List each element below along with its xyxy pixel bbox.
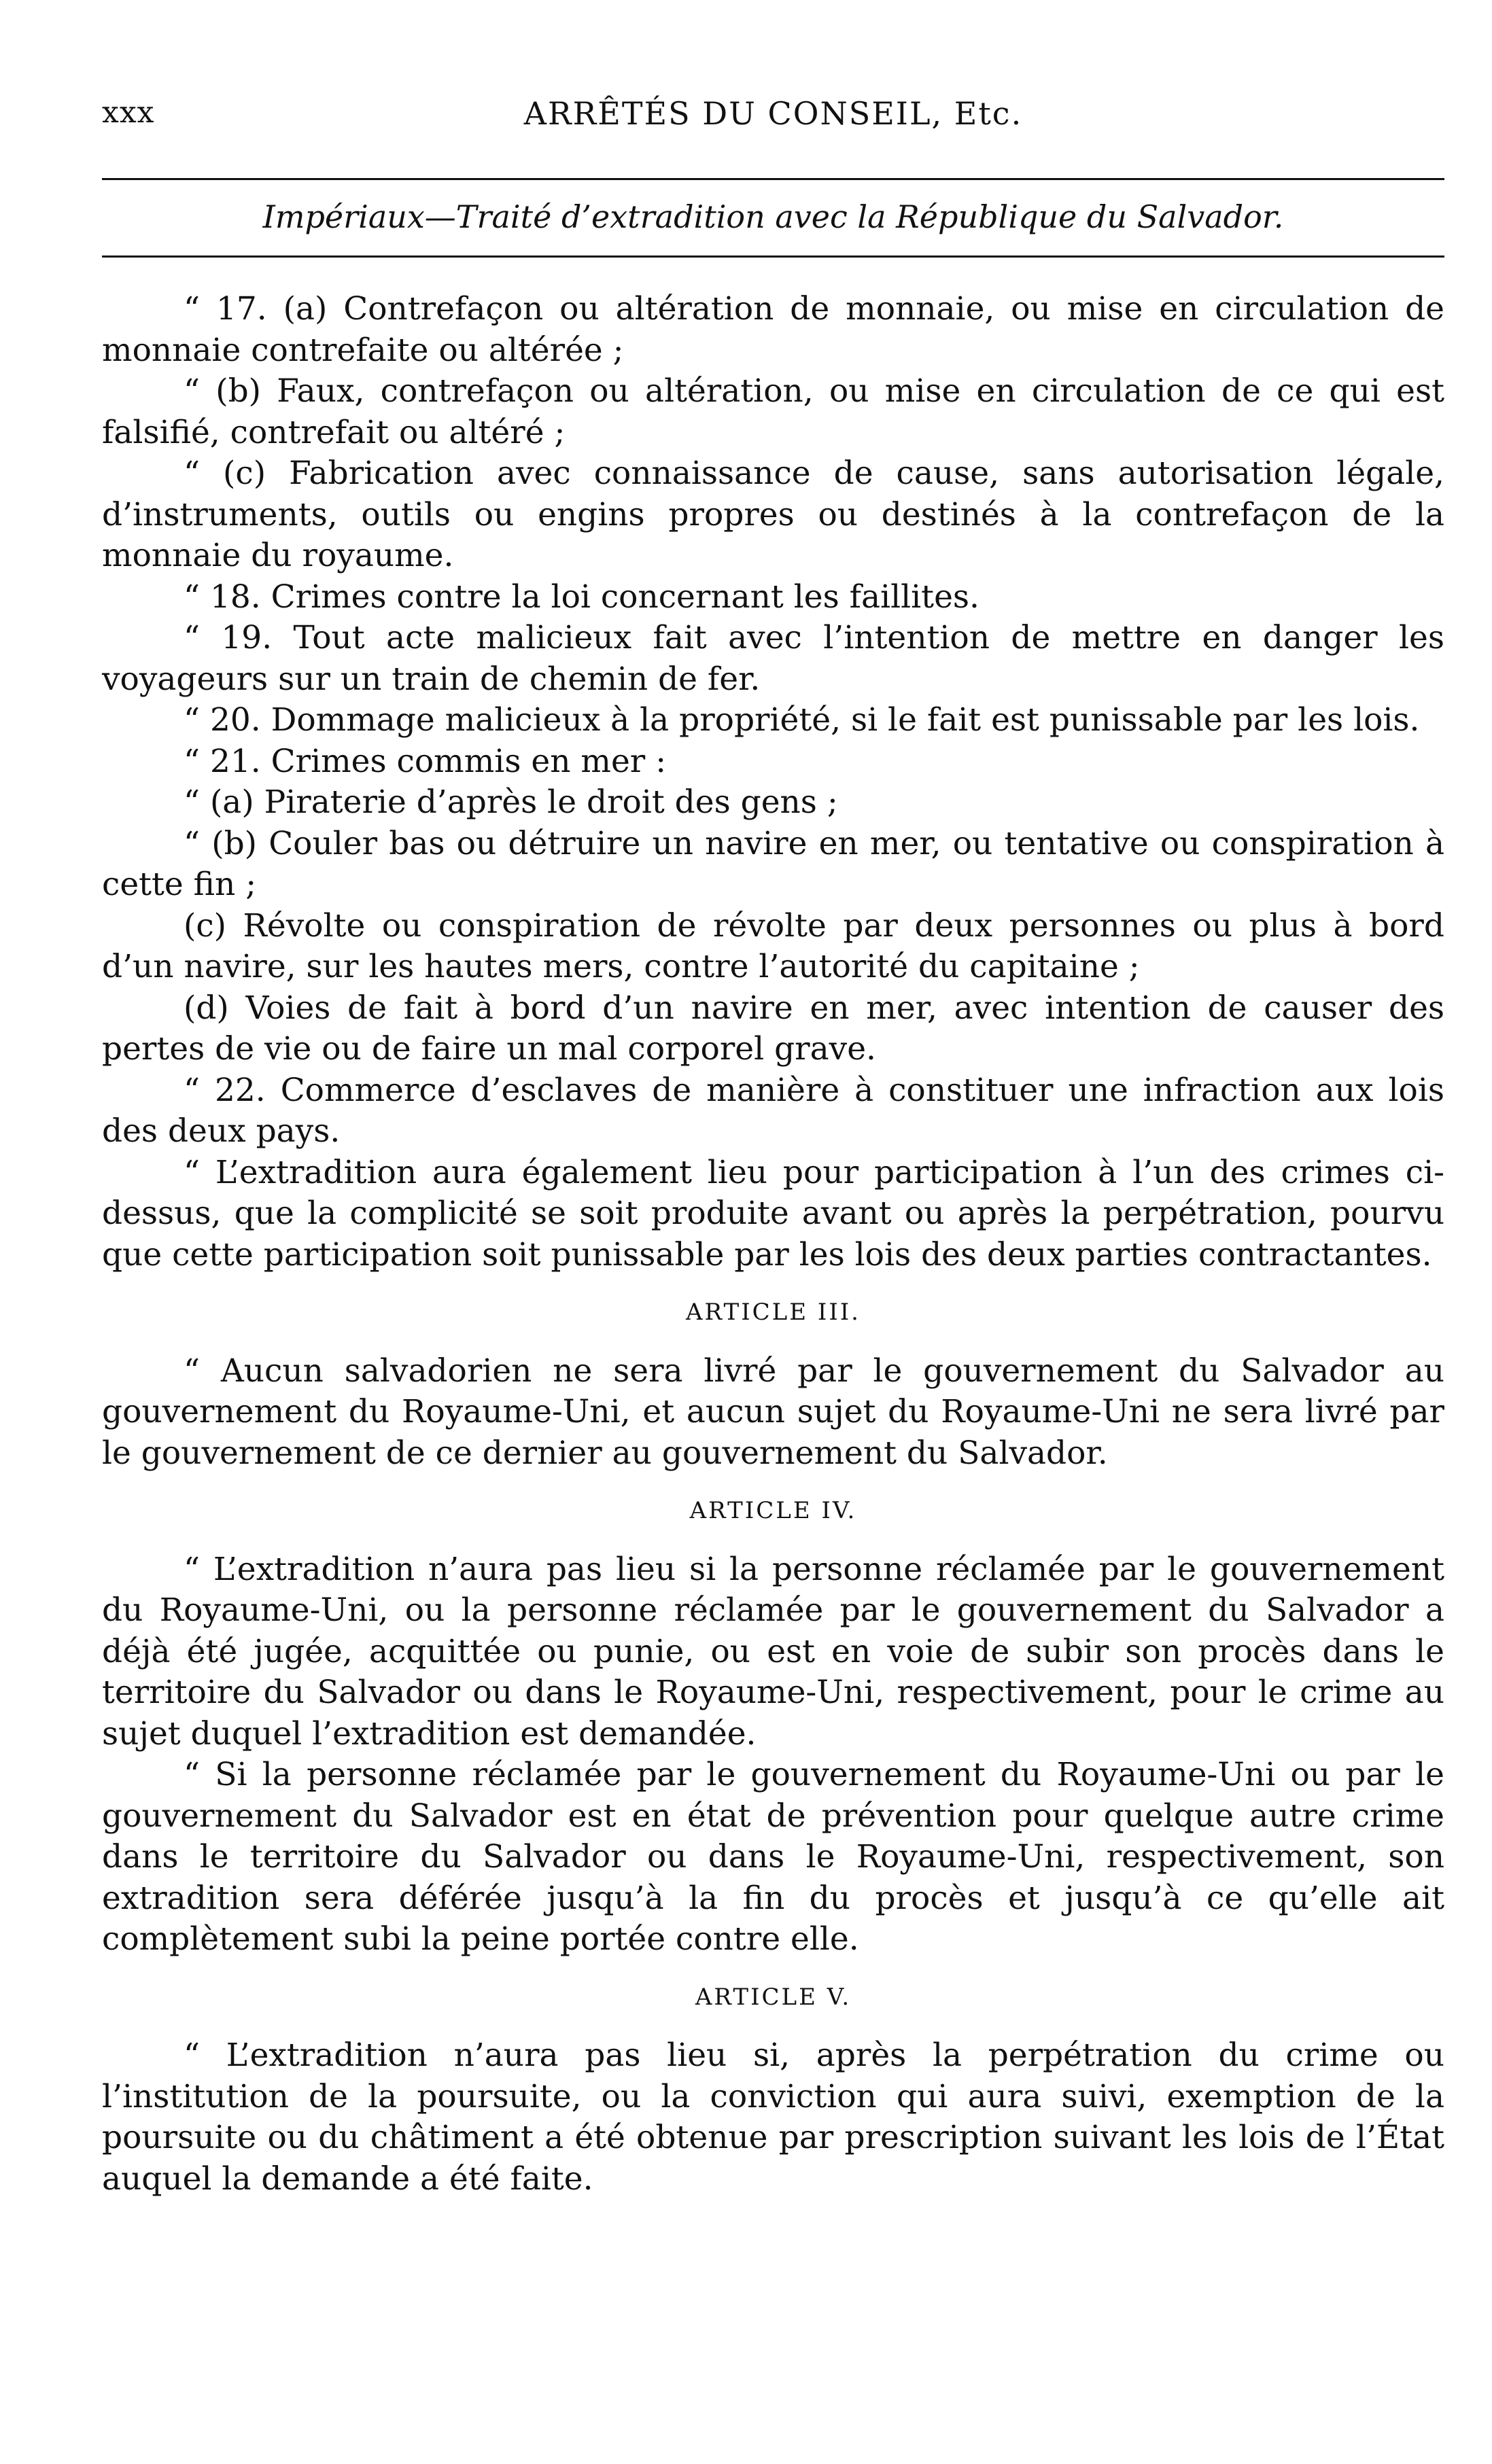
paragraph: “ 21. Crimes commis en mer :: [184, 742, 667, 780]
paragraph: (c) Révolte ou conspiration de révolte par deux personnes ou plus à bord d’un navire, sur les hautes mers, contre l’autorité du capitaine ;: [102, 907, 1444, 985]
paragraph: “ L’extradition aura également lieu pour participation à l’un des crimes ci-dessus, que la complicité se soit produite avant ou après la perpétration, pourvu que cette participation soit punissable par les lois des deux parties contractantes.: [102, 1153, 1444, 1273]
paragraph: “ 22. Commerce d’esclaves de manière à constituer une infraction aux lois des deux pays.: [102, 1071, 1444, 1150]
article-heading: ARTICLE IV.: [689, 1497, 857, 1524]
document-body: [102, 289, 1444, 2200]
paragraph: “ L’extradition n’aura pas lieu si, après la perpétration du crime ou l’institution de la poursuite, ou la conviction qui aura suivi, exemption de la poursuite ou du châtiment a été obtenue par prescription suivant les lois de l’État auquel la demande a été faite.: [102, 2037, 1444, 2198]
paragraph: “ (c) Fabrication avec connaissance de cause, sans autorisation légale, d’instruments, outils ou engins propres ou destinés à la contrefaçon de la monnaie du royaume.: [102, 455, 1444, 574]
paragraph: “ L’extradition n’aura pas lieu si la personne réclamée par le gouvernement du Royaume-Uni, ou la personne réclamée par le gouvernement du Salvador a déjà été jugée, acquittée ou punie, ou est en voie de subir son procès dans le territoire du Salvador ou dans le Royaume-Uni, respectivement, pour le crime au sujet duquel l’extradition est demandée.: [102, 1550, 1444, 1753]
paragraph: “ 17. (a) Contrefaçon ou altération de monnaie, ou mise en circulation de monnaie contrefaite ou altérée ;: [102, 290, 1444, 369]
section-subtitle: Impériaux—Traité d’extradition avec la République du Salvador.: [262, 198, 1284, 235]
bottom-rule: [102, 256, 1444, 258]
running-title: ARRÊTÉS DU CONSEIL, Etc.: [523, 95, 1023, 132]
paragraph: “ 20. Dommage malicieux à la propriété, si le fait est punissable par les lois.: [184, 701, 1420, 739]
article-heading: ARTICLE III.: [686, 1299, 861, 1326]
paragraph: (d) Voies de fait à bord d’un navire en mer, avec intention de causer des pertes de vie ou de faire un mal corporel grave.: [102, 989, 1444, 1068]
paragraph: “ Aucun salvadorien ne sera livré par le gouvernement du Salvador au gouvernement du Royaume-Uni, et aucun sujet du Royaume-Uni ne sera livré par le gouvernement de ce dernier au gouvernement du Salvador.: [102, 1352, 1444, 1472]
paragraph: “ 19. Tout acte malicieux fait avec l’intention de mettre en danger les voyageurs sur un train de chemin de fer.: [102, 619, 1444, 698]
paragraph: “ (b) Faux, contrefaçon ou altération, ou mise en circulation de ce qui est falsifié, contrefait ou altéré ;: [102, 372, 1444, 451]
paragraph: “ (b) Couler bas ou détruire un navire en mer, ou tentative ou conspiration à cette fin ;: [102, 824, 1444, 903]
paragraph: “ Si la personne réclamée par le gouvernement du Royaume-Uni ou par le gouvernement du Salvador est en état de prévention pour quelque autre crime dans le territoire du Salvador ou dans le Royaume-Uni, respectivement, son extradition sera déférée jusqu’à la fin du procès et jusqu’à ce qu’elle ait complètement subi la peine portée contre elle.: [102, 1756, 1444, 1958]
top-rule: [102, 178, 1444, 180]
article-heading: ARTICLE V.: [695, 1983, 852, 2011]
paragraph: “ (a) Piraterie d’après le droit des gens ;: [184, 784, 838, 821]
page-number: xxx: [102, 95, 155, 130]
paragraph: “ 18. Crimes contre la loi concernant les faillites.: [184, 578, 979, 616]
page-header: [102, 95, 1444, 143]
